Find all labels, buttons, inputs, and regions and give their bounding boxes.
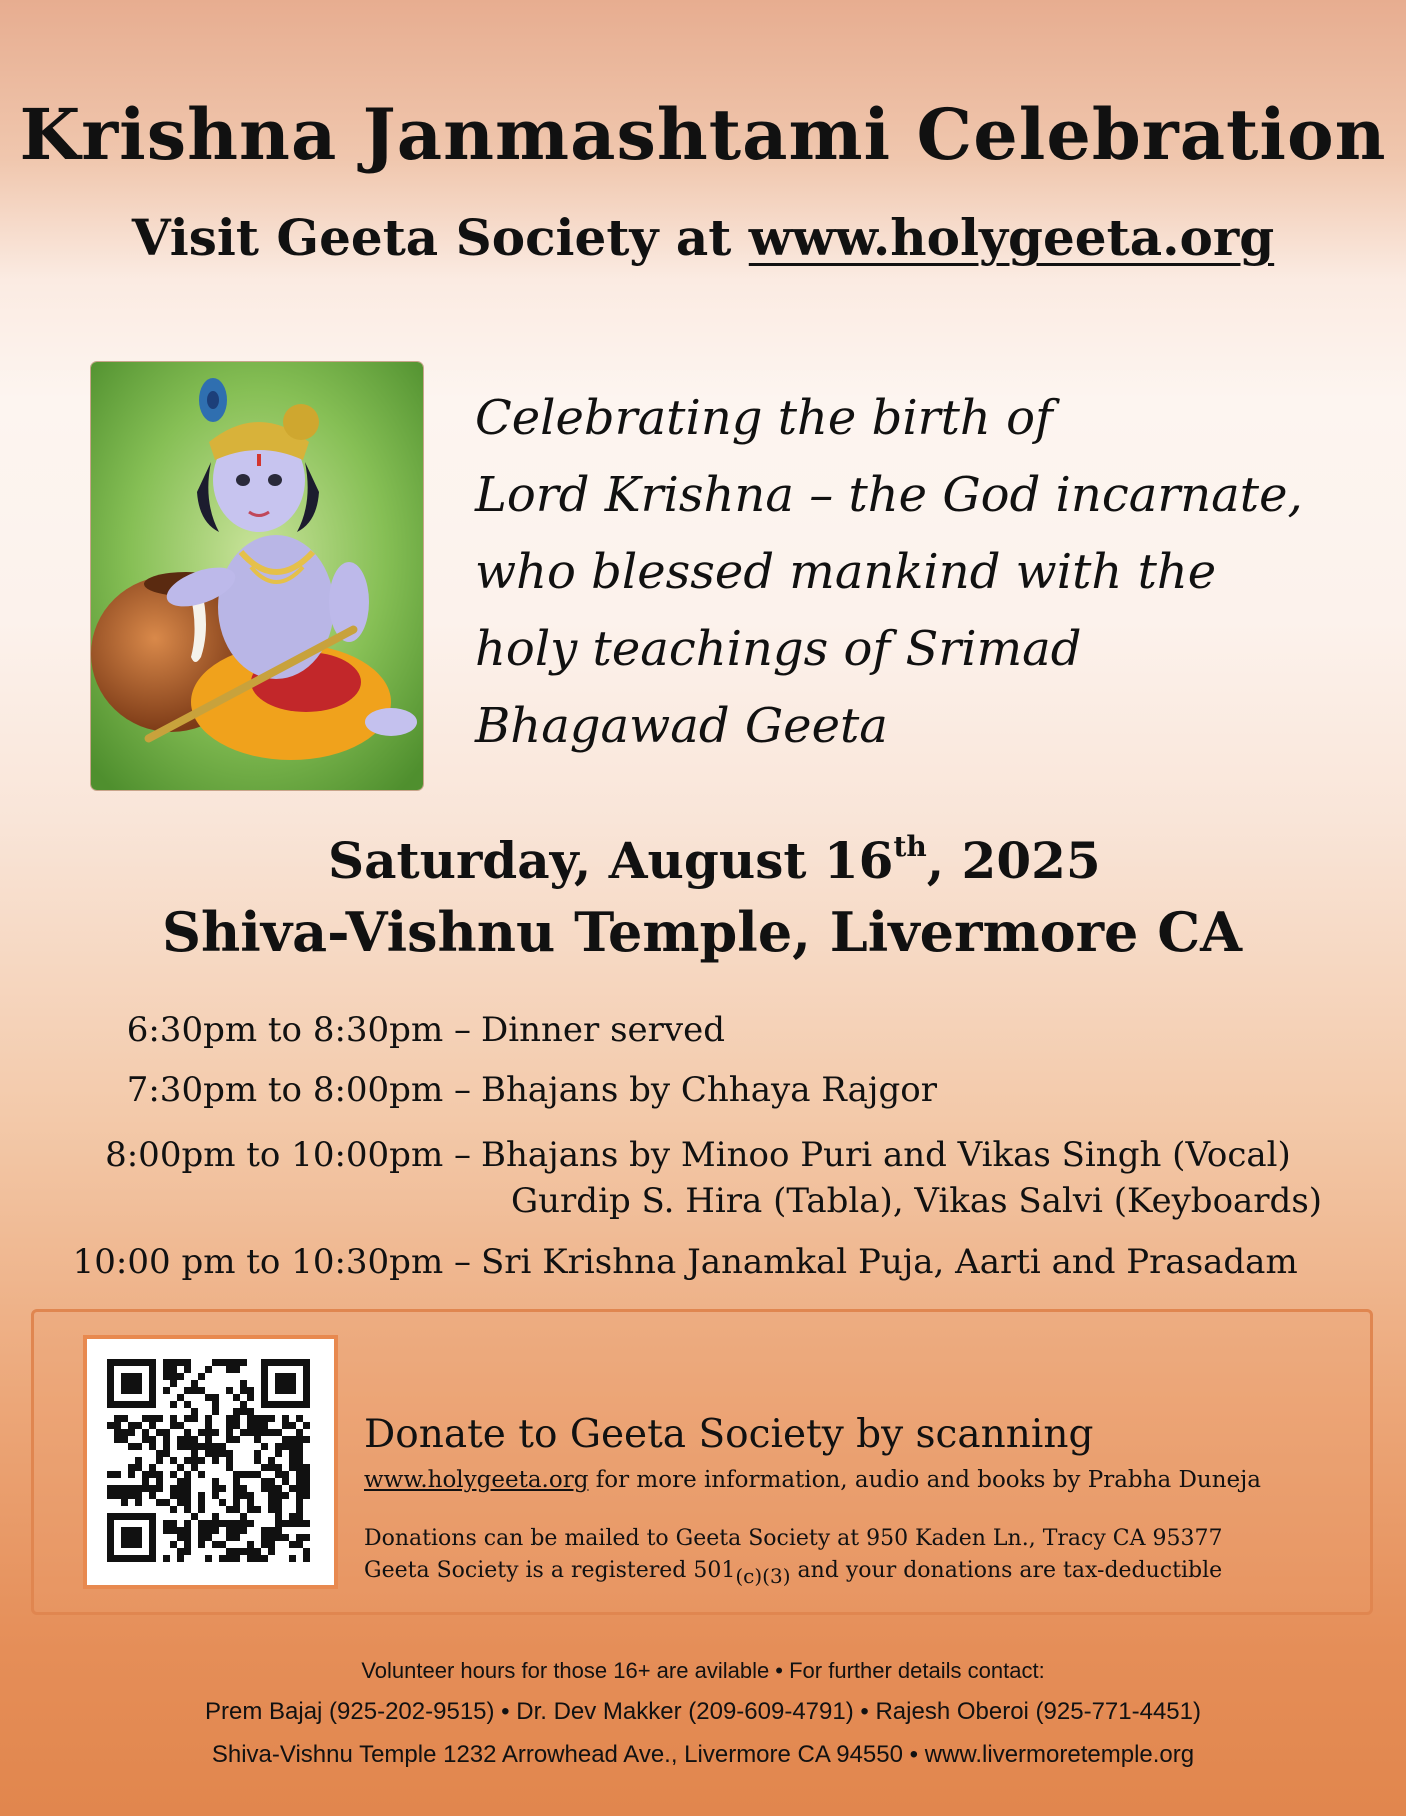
tax-suffix: and your donations are tax-deductible [790, 1558, 1223, 1583]
donate-heading: Donate to Geeta Society by scanning [364, 1412, 1094, 1457]
event-venue: Shiva-Vishnu Temple, Livermore CA [162, 900, 1243, 964]
qr-code-icon [107, 1359, 314, 1565]
contacts-line: Prem Bajaj (925-202-9515) • Dr. Dev Makker (209-609-4791) • Rajesh Oberoi (925-771-4451) [205, 1698, 1201, 1725]
tax-sub: (c)(3) [735, 1564, 791, 1588]
page-title: Krishna Janmashtami Celebration [19, 93, 1387, 176]
temple-address-line: Shiva-Vishnu Temple 1232 Arrowhead Ave., Livermore CA 94550 • www.livermoretemple.org [211, 1741, 1195, 1768]
schedule-desc: Sri Krishna Janamkal Puja, Aarti and Prasadam [481, 1242, 1298, 1282]
info-website-link[interactable]: www.holygeeta.org [364, 1467, 589, 1493]
date-year: , 2025 [926, 831, 1101, 890]
visit-line [0, 208, 1406, 267]
tax-deductible-text [364, 1558, 1223, 1588]
schedule-time: 8:00pm to 10:00pm – [105, 1135, 471, 1175]
schedule-desc: Bhajans by Minoo Puri and Vikas Singh (Vocal) [481, 1135, 1291, 1175]
krishna-image [90, 361, 424, 791]
schedule-desc-continued: Gurdip S. Hira (Tabla), Vikas Salvi (Keyboards) [511, 1181, 1323, 1221]
intro-line: Celebrating the birth of [475, 390, 1053, 446]
tax-prefix: Geeta Society is a registered 501 [364, 1558, 736, 1583]
schedule-time: 7:30pm to 8:00pm – [126, 1070, 471, 1110]
volunteer-line: Volunteer hours for those 16+ are avilable • For further details contact: [361, 1658, 1045, 1683]
info-text: for more information, audio and books by Prabha Duneja [588, 1467, 1261, 1493]
donation-qr-code[interactable] [83, 1335, 338, 1589]
mail-donations-text: Donations can be mailed to Geeta Society at 950 Kaden Ln., Tracy CA 95377 [364, 1526, 1223, 1551]
intro-text [475, 380, 1355, 765]
intro-line: who blessed mankind with the [475, 544, 1217, 600]
date-suffix: th [893, 830, 927, 863]
intro-line: holy teachings of Srimad [475, 621, 1082, 677]
schedule-time: 6:30pm to 8:30pm – [126, 1010, 471, 1050]
schedule-desc: Dinner served [481, 1010, 726, 1050]
visit-prefix: Visit Geeta Society at [131, 208, 749, 267]
schedule-desc: Bhajans by Chhaya Rajgor [481, 1070, 937, 1110]
event-date [328, 830, 1101, 890]
intro-line: Bhagawad Geeta [475, 698, 888, 754]
donate-info [364, 1469, 1261, 1492]
date-main: Saturday, August 16 [328, 831, 894, 890]
intro-line: Lord Krishna – the God incarnate, [475, 467, 1303, 523]
website-link[interactable]: www.holygeeta.org [748, 208, 1275, 267]
schedule-time: 10:00 pm to 10:30pm – [72, 1242, 471, 1282]
